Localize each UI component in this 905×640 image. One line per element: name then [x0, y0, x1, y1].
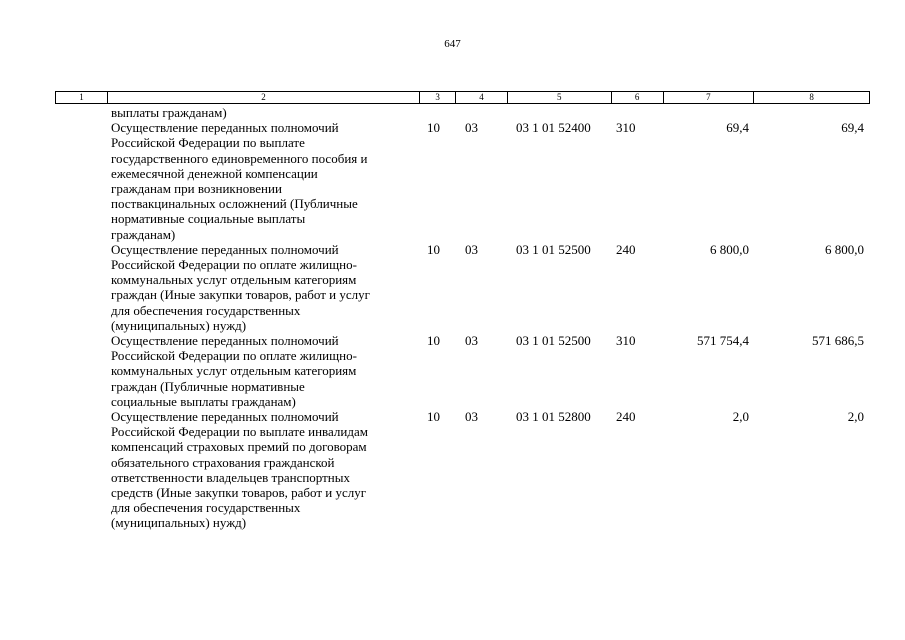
- header-col-1: 1: [56, 92, 108, 103]
- description-line: (муниципальных) нужд): [111, 317, 247, 333]
- row-sum-2: 571 686,5: [812, 333, 864, 349]
- row-col-1: [55, 105, 107, 120]
- description-line: гражданам при возникновении: [111, 181, 282, 197]
- header-col-2: 2: [108, 92, 420, 103]
- row-section: 10: [427, 333, 440, 349]
- table-row: [55, 242, 870, 333]
- table-row: [55, 120, 870, 242]
- row-subsection: 03: [465, 409, 478, 425]
- row-description: [107, 333, 420, 409]
- description-line: для обеспечения государственных: [111, 500, 301, 516]
- row-expense-type: 310: [616, 333, 636, 349]
- description-line: обязательного страхования гражданской: [111, 454, 335, 470]
- description-line: компенсаций страховых премий по договорам: [111, 439, 367, 455]
- row-subsection: 03: [465, 333, 478, 349]
- description-line: государственного единовременного пособия и: [111, 150, 368, 166]
- description-line: Российской Федерации по оплате жилищно-: [111, 257, 357, 273]
- row-description: [107, 409, 420, 531]
- description-line: социальные выплаты гражданам): [111, 393, 296, 409]
- description-line: поствакцинальных осложнений (Публичные: [111, 196, 358, 212]
- row-sum-2: 69,4: [841, 120, 864, 136]
- header-col-7: 7: [664, 92, 755, 103]
- description-line: Российской Федерации по оплате жилищно-: [111, 348, 357, 364]
- description-line: гражданам): [111, 226, 176, 242]
- page-number: 647: [444, 38, 461, 50]
- table-body: [55, 105, 870, 531]
- description-line: Осуществление переданных полномочий: [111, 120, 339, 136]
- description-line: коммунальных услуг отдельным категориям: [111, 363, 357, 379]
- table-row: [55, 409, 870, 531]
- row-target-code: 03 1 01 52400: [516, 120, 591, 136]
- description-line: (муниципальных) нужд): [111, 515, 247, 531]
- row-section: 10: [427, 120, 440, 136]
- row-sum-2: 2,0: [847, 409, 864, 425]
- description-line: ежемесячной денежной компенсации: [111, 165, 318, 181]
- row-target-code: 03 1 01 52800: [516, 409, 591, 425]
- header-col-8: 8: [809, 92, 814, 102]
- row-col-1: [55, 120, 107, 242]
- description-line: Осуществление переданных полномочий: [111, 409, 339, 425]
- continuation-row: [55, 105, 870, 120]
- description-line: ответственности владельцев транспортных: [111, 469, 350, 485]
- table-row: [55, 333, 870, 409]
- row-section: 10: [427, 241, 440, 257]
- description-line: средств (Иные закупки товаров, работ и услуг: [111, 485, 367, 501]
- row-sum-1: 69,4: [726, 120, 749, 136]
- description-line: нормативные социальные выплаты: [111, 211, 306, 227]
- row-target-code: 03 1 01 52500: [516, 241, 591, 257]
- row-sum-1: 571 754,4: [697, 333, 749, 349]
- header-col-4: 4: [456, 92, 508, 103]
- description-line: граждан (Иные закупки товаров, работ и услуг: [111, 287, 370, 303]
- row-section: 10: [427, 409, 440, 425]
- row-col-1: [55, 409, 107, 531]
- row-description: [107, 120, 420, 242]
- description-line: коммунальных услуг отдельным категориям: [111, 272, 357, 288]
- description-line: Осуществление переданных полномочий: [111, 333, 339, 349]
- row-col-1: [55, 242, 107, 333]
- row-sum-2: 6 800,0: [825, 241, 864, 257]
- continuation-text: выплаты гражданам): [111, 105, 227, 120]
- row-col-1: [55, 333, 107, 409]
- row-expense-type: 240: [616, 409, 636, 425]
- description-line: Российской Федерации по выплате: [111, 135, 305, 151]
- row-description: [107, 242, 420, 333]
- header-col-5: 5: [508, 92, 612, 103]
- row-sum-1: 6 800,0: [710, 241, 749, 257]
- header-col-3: 3: [420, 92, 456, 103]
- table-header-row: [55, 91, 870, 104]
- description-line: Российской Федерации по выплате инвалидам: [111, 424, 368, 440]
- description-line: для обеспечения государственных: [111, 302, 301, 318]
- row-target-code: 03 1 01 52500: [516, 333, 591, 349]
- row-subsection: 03: [465, 120, 478, 136]
- row-subsection: 03: [465, 241, 478, 257]
- description-line: граждан (Публичные нормативные: [111, 378, 305, 394]
- row-expense-type: 240: [616, 241, 636, 257]
- description-line: Осуществление переданных полномочий: [111, 241, 339, 257]
- row-expense-type: 310: [616, 120, 636, 136]
- row-sum-1: 2,0: [732, 409, 749, 425]
- header-col-6: 6: [612, 92, 664, 103]
